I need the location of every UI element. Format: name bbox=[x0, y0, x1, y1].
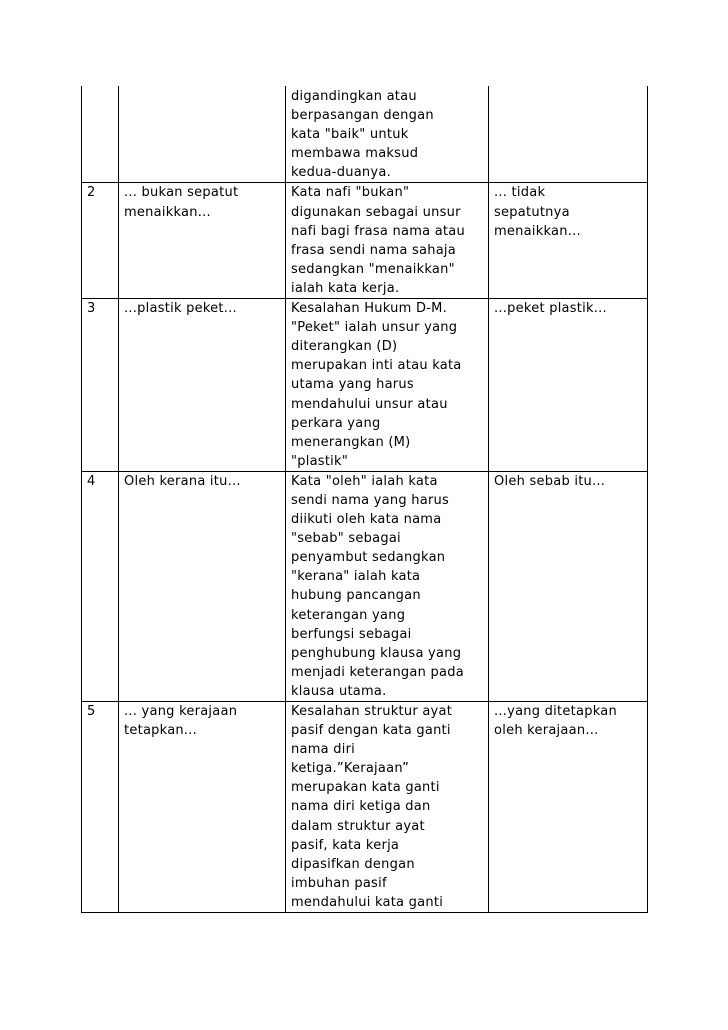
cell-explanation-line: Kesalahan struktur ayat bbox=[291, 704, 453, 719]
cell-correction-line: ...yang ditetapkan bbox=[494, 704, 617, 719]
cell-explanation-line: ialah kata kerja. bbox=[291, 280, 400, 296]
cell-number-text: 5 bbox=[87, 704, 96, 719]
cell-explanation-line: imbuhan pasif bbox=[291, 875, 387, 891]
cell-number bbox=[82, 471, 119, 701]
cell-explanation-line: Kata "oleh" ialah kata bbox=[291, 473, 438, 489]
cell-explanation-line: digandingkan atau bbox=[291, 89, 417, 104]
cell-explanation-line: "sebab" sebagai bbox=[291, 531, 401, 547]
cell-explanation-line: Kesalahan Hukum D-M. bbox=[291, 301, 447, 317]
table-body bbox=[82, 86, 648, 913]
cell-explanation-line: diterangkan (D) bbox=[291, 339, 398, 355]
cell-explanation-line: kedua-duanya. bbox=[291, 165, 391, 181]
cell-correction-line: ...peket plastik... bbox=[494, 301, 607, 317]
cell-explanation-line: mendahului unsur atau bbox=[291, 396, 448, 412]
cell-explanation-line: utama yang harus bbox=[291, 377, 414, 393]
cell-explanation-line: digunakan sebagai unsur bbox=[291, 204, 461, 220]
cell-error-phrase-line: ... yang kerajaan bbox=[124, 704, 238, 719]
cell-explanation-line: "plastik" bbox=[291, 453, 349, 469]
cell-explanation-line: dipasifkan dengan bbox=[291, 856, 415, 872]
cell-error-phrase bbox=[119, 471, 286, 701]
cell-correction-line: menaikkan... bbox=[494, 223, 581, 239]
cell-error-phrase-line: ...plastik peket... bbox=[124, 301, 237, 317]
cell-error-phrase-line: tetapkan... bbox=[124, 723, 198, 739]
cell-explanation bbox=[286, 471, 489, 701]
table-row bbox=[82, 183, 648, 299]
cell-explanation-line: "kerana" ialah kata bbox=[291, 569, 421, 585]
cell-explanation-line: berpasangan dengan bbox=[291, 108, 434, 124]
cell-explanation-line: pasif dengan kata ganti bbox=[291, 723, 451, 739]
cell-correction bbox=[489, 702, 648, 913]
cell-number-text: 4 bbox=[87, 473, 96, 489]
table-row bbox=[82, 86, 648, 183]
cell-explanation-line: nafi bagi frasa nama atau bbox=[291, 223, 465, 239]
cell-error-phrase bbox=[119, 86, 286, 183]
cell-correction bbox=[489, 299, 648, 472]
cell-error-phrase bbox=[119, 299, 286, 472]
cell-explanation-line: membawa maksud bbox=[291, 146, 419, 162]
cell-error-phrase-line: menaikkan... bbox=[124, 204, 211, 220]
cell-error-phrase bbox=[119, 183, 286, 299]
cell-correction-line: Oleh sebab itu... bbox=[494, 473, 606, 489]
cell-explanation-line: nama diri ketiga dan bbox=[291, 799, 431, 815]
cell-explanation-line: pasif, kata kerja bbox=[291, 837, 400, 853]
cell-explanation-line: berfungsi sebagai bbox=[291, 626, 412, 642]
cell-explanation-line: frasa sendi nama sahaja bbox=[291, 242, 457, 258]
table-row bbox=[82, 702, 648, 913]
cell-explanation-line: penyambut sedangkan bbox=[291, 550, 446, 566]
cell-explanation-line: hubung pancangan bbox=[291, 588, 421, 604]
cell-explanation-line: klausa utama. bbox=[291, 683, 387, 699]
cell-explanation bbox=[286, 299, 489, 472]
cell-number-text: 2 bbox=[87, 185, 96, 201]
cell-number bbox=[82, 183, 119, 299]
cell-explanation-line: sendi nama yang harus bbox=[291, 492, 450, 508]
correction-table bbox=[81, 86, 648, 913]
cell-error-phrase-line: ... bukan sepatut bbox=[124, 185, 239, 201]
cell-number bbox=[82, 299, 119, 472]
cell-number-text: 3 bbox=[87, 301, 96, 317]
cell-explanation-line: nama diri bbox=[291, 742, 356, 758]
cell-explanation-line: mendahului kata ganti bbox=[291, 894, 444, 910]
cell-explanation-line: merupakan kata ganti bbox=[291, 780, 440, 796]
cell-explanation-line: ketiga.”Kerajaan” bbox=[291, 761, 410, 777]
cell-error-phrase-line: Oleh kerana itu... bbox=[124, 473, 241, 489]
cell-correction bbox=[489, 86, 648, 183]
cell-explanation-line: menerangkan (M) bbox=[291, 434, 411, 450]
cell-explanation-line: kata "baik" untuk bbox=[291, 127, 409, 143]
cell-explanation bbox=[286, 183, 489, 299]
cell-explanation-line: Kata nafi "bukan" bbox=[291, 185, 410, 201]
cell-correction bbox=[489, 183, 648, 299]
table-row bbox=[82, 471, 648, 701]
cell-explanation-line: sedangkan "menaikkan" bbox=[291, 261, 455, 277]
cell-explanation-line: menjadi keterangan pada bbox=[291, 664, 464, 680]
cell-explanation-line: dalam struktur ayat bbox=[291, 818, 425, 834]
cell-explanation-line: keterangan yang bbox=[291, 607, 406, 623]
cell-correction bbox=[489, 471, 648, 701]
cell-explanation-line: perkara yang bbox=[291, 415, 381, 431]
cell-correction-line: ... tidak bbox=[494, 185, 546, 201]
cell-explanation bbox=[286, 702, 489, 913]
cell-correction-line: oleh kerajaan... bbox=[494, 723, 599, 739]
cell-error-phrase bbox=[119, 702, 286, 913]
cell-number bbox=[82, 702, 119, 913]
table-row bbox=[82, 299, 648, 472]
cell-explanation bbox=[286, 86, 489, 183]
cell-explanation-line: diikuti oleh kata nama bbox=[291, 512, 442, 528]
cell-correction-line: sepatutnya bbox=[494, 204, 570, 220]
cell-explanation-line: merupakan inti atau kata bbox=[291, 358, 462, 374]
cell-number bbox=[82, 86, 119, 183]
cell-explanation-line: "Peket" ialah unsur yang bbox=[291, 320, 458, 336]
cell-explanation-line: penghubung klausa yang bbox=[291, 645, 462, 661]
